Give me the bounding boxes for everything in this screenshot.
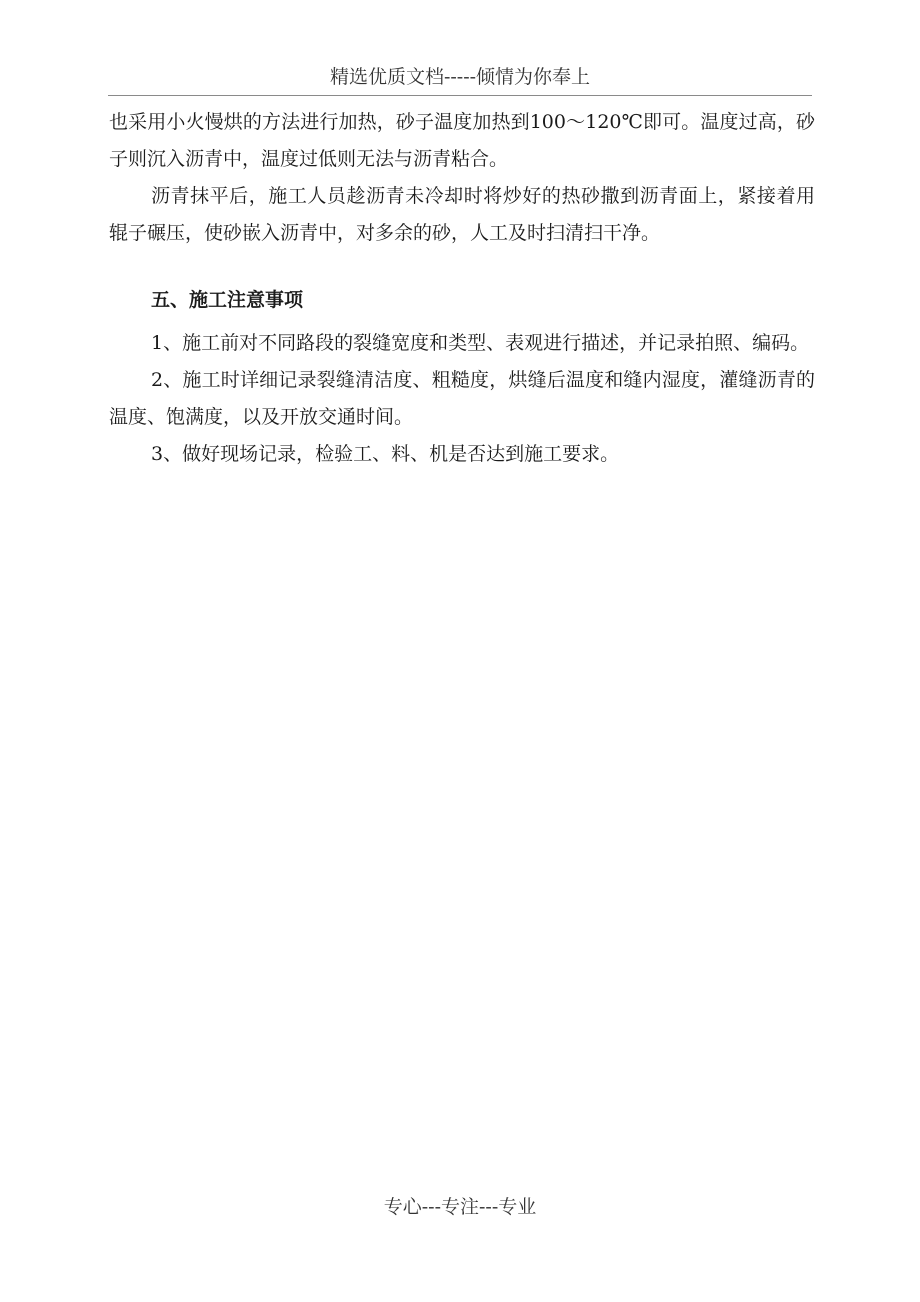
body-paragraph: 也采用小火慢烘的方法进行加热，砂子温度加热到100～120℃即可。温度过高，砂子则沉入沥青中，温度过低则无法与沥青粘合。 bbox=[109, 111, 815, 170]
page-footer: 专心---专注---专业 bbox=[383, 1196, 537, 1218]
section-heading: 五、施工注意事项 bbox=[151, 289, 304, 311]
header-divider bbox=[108, 95, 812, 96]
body-paragraph: 沥青抹平后，施工人员趁沥青未冷却时将炒好的热砂撒到沥青面上，紧接着用辊子碾压，使砂嵌入沥青中，对多余的砂，人工及时扫清扫干净。 bbox=[109, 185, 815, 244]
list-item: 1、施工前对不同路段的裂缝宽度和类型、表观进行描述，并记录拍照、编码。 bbox=[151, 332, 810, 354]
document-body bbox=[109, 104, 815, 473]
page-header: 精选优质文档-----倾情为你奉上 bbox=[329, 66, 591, 88]
list-item: 2、施工时详细记录裂缝清洁度、粗糙度，烘缝后温度和缝内湿度，灌缝沥青的温度、饱满度，以及开放交通时间。 bbox=[109, 369, 815, 428]
list-item: 3、做好现场记录，检验工、料、机是否达到施工要求。 bbox=[151, 443, 620, 465]
